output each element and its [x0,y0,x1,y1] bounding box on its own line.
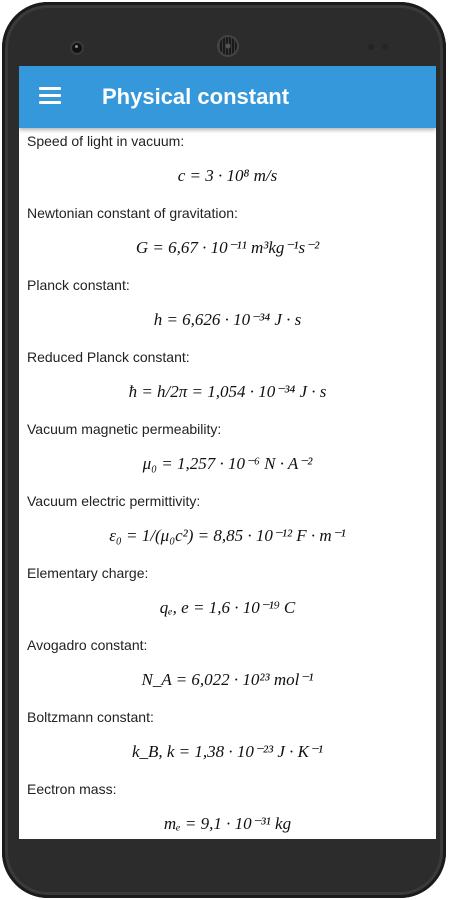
constant-label: Reduced Planck constant: [27,349,190,365]
sensor-dot [368,44,374,50]
constant-formula: N_A = 6,022 · 10²³ mol⁻¹ [141,670,314,689]
list-item [19,490,436,562]
constant-formula: mₑ = 9,1 · 10⁻³¹ kg [163,814,292,833]
constant-formula: h = 6,626 · 10⁻³⁴ J · s [153,310,302,329]
constant-label: Vacuum magnetic permeability: [27,421,222,437]
constant-label: Vacuum electric permittivity: [27,493,201,509]
app-bar [19,66,436,128]
constant-formula: k_B, k = 1,38 · 10⁻²³ J · K⁻¹ [131,742,324,761]
list-item [19,130,436,202]
constant-label: Newtonian constant of gravitation: [27,205,238,221]
list-item [19,274,436,346]
list-item [19,562,436,634]
screen [19,66,436,839]
hamburger-menu-icon[interactable] [39,87,61,105]
page-title: Physical constant [102,84,290,109]
list-item [19,778,436,839]
constant-label: Avogadro constant: [27,637,148,653]
sensor-dot [382,44,388,50]
constant-formula: ε₀ = 1/(μ₀c²) = 8,85 · 10⁻¹² F · m⁻¹ [109,526,346,545]
constant-formula: c = 3 · 10⁸ m/s [177,166,278,185]
constant-label: Planck constant: [27,277,130,293]
list-item [19,634,436,706]
constant-formula: G = 6,67 · 10⁻¹¹ m³kg⁻¹s⁻² [135,238,320,257]
constants-list[interactable] [19,128,436,839]
constant-label: Eectron mass: [27,781,117,797]
constant-formula: qₑ, e = 1,6 · 10⁻¹⁹ C [159,598,296,617]
constant-formula: μ₀ = 1,257 · 10⁻⁶ N · A⁻² [142,454,313,473]
constant-label: Boltzmann constant: [27,709,154,725]
constant-formula: ħ = h/2π = 1,054 · 10⁻³⁴ J · s [128,382,327,401]
list-item [19,346,436,418]
proximity-sensor-icon [72,43,82,53]
list-item [19,706,436,778]
list-item [19,418,436,490]
phone-frame [2,2,446,898]
front-camera-icon [219,37,237,55]
list-item [19,202,436,274]
constant-label: Speed of light in vacuum: [27,133,185,149]
constant-label: Elementary charge: [27,565,149,581]
